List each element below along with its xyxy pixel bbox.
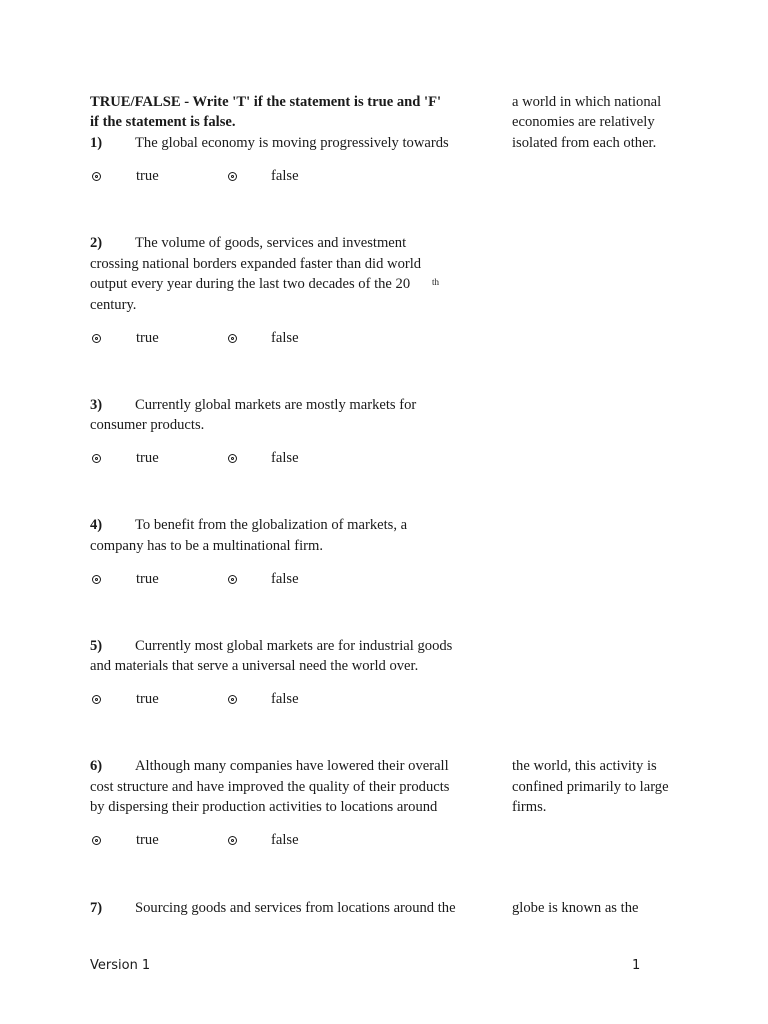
radio-false-icon[interactable] [228, 836, 237, 845]
option-true-label[interactable]: true [136, 571, 159, 587]
question-text-continued: economies are relatively [512, 114, 655, 130]
option-true-label[interactable]: true [136, 168, 159, 184]
radio-false-icon[interactable] [228, 334, 237, 343]
question-text-line: Currently global markets are mostly markets for [135, 397, 417, 413]
option-false-label[interactable]: false [271, 330, 299, 346]
question-text-line: century. [90, 297, 137, 313]
option-true-label[interactable]: true [136, 691, 159, 707]
question-text-continued: globe is known as the [512, 900, 639, 916]
question-text-line: output every year during the last two decades of the 20 [90, 276, 411, 292]
question-number: 3) [90, 397, 103, 413]
question-text-line: The global economy is moving progressively towards [135, 135, 449, 151]
question-number: 6) [90, 758, 103, 774]
option-false-label[interactable]: false [271, 832, 299, 848]
question-text-continued: isolated from each other. [512, 135, 657, 151]
footer-version: Version 1 [90, 958, 151, 973]
instructions-line-2: if the statement is false. [90, 114, 236, 130]
question-text-line: by dispersing their production activities to locations around [90, 799, 438, 815]
question-text-line: Sourcing goods and services from locations around the [135, 900, 456, 916]
option-true-label[interactable]: true [136, 450, 159, 466]
superscript: th [432, 277, 440, 287]
question-text-line: crossing national borders expanded faster than did world [90, 256, 422, 272]
radio-true-icon[interactable] [92, 695, 101, 704]
radio-true-icon[interactable] [92, 575, 101, 584]
question-text-line: Currently most global markets are for industrial goods [135, 638, 453, 654]
radio-true-icon[interactable] [92, 454, 101, 463]
option-false-label[interactable]: false [271, 168, 299, 184]
question-number: 5) [90, 638, 103, 654]
option-true-label[interactable]: true [136, 330, 159, 346]
question-text-line: consumer products. [90, 417, 205, 433]
option-false-label[interactable]: false [271, 571, 299, 587]
radio-true-icon[interactable] [92, 172, 101, 181]
question-text-continued: confined primarily to large [512, 779, 669, 795]
footer-page-number: 1 [632, 958, 641, 973]
radio-false-icon[interactable] [228, 575, 237, 584]
question-number: 2) [90, 235, 103, 251]
radio-true-icon[interactable] [92, 836, 101, 845]
option-false-label[interactable]: false [271, 691, 299, 707]
radio-false-icon[interactable] [228, 454, 237, 463]
question-text-line: company has to be a multinational firm. [90, 538, 324, 554]
question-text-line: To benefit from the globalization of markets, a [135, 517, 408, 533]
radio-true-icon[interactable] [92, 334, 101, 343]
question-number: 7) [90, 900, 103, 916]
option-false-label[interactable]: false [271, 450, 299, 466]
question-text-line: cost structure and have improved the quality of their products [90, 779, 450, 795]
radio-false-icon[interactable] [228, 172, 237, 181]
option-true-label[interactable]: true [136, 832, 159, 848]
question-text-continued: the world, this activity is [512, 758, 657, 774]
question-text-continued: a world in which national [512, 94, 662, 110]
radio-false-icon[interactable] [228, 695, 237, 704]
question-text-line: The volume of goods, services and investment [135, 235, 407, 251]
instructions-line-1: TRUE/FALSE - Write 'T' if the statement is true and 'F' [90, 94, 442, 110]
question-number: 4) [90, 517, 103, 533]
question-text-continued: firms. [512, 799, 547, 815]
question-number: 1) [90, 135, 103, 151]
question-text-line: and materials that serve a universal need the world over. [90, 658, 419, 674]
question-text-line: Although many companies have lowered their overall [135, 758, 449, 774]
